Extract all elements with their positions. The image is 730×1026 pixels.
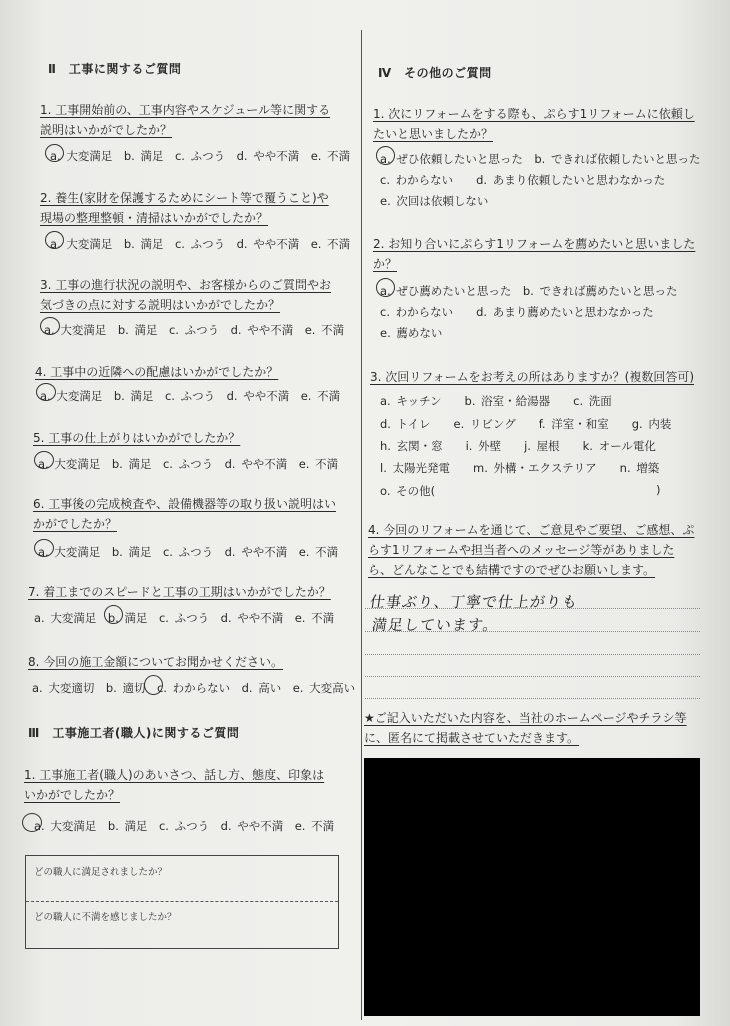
s2-q6-options: a. 大変満足 b. 満足 c. ふつう d. やや不満 e. 不満 <box>38 545 339 559</box>
s4-q1-option-line-2: c. わからない d. あまり依頼したいと思わなかった <box>380 173 666 187</box>
selected-answer-circle <box>22 813 42 832</box>
s2-q1-options: a. 大変満足 b. 満足 c. ふつう d. やや不満 e. 不満 <box>50 149 351 163</box>
selected-answer-circle <box>45 231 64 249</box>
craftsman-comment-box <box>25 855 339 949</box>
section-4-title: Ⅳ その他のご質問 <box>378 66 492 80</box>
box-dashed-divider <box>26 901 338 902</box>
s4-q1-option-line-1: a. ぜひ依頼したいと思った b. できれば依頼したいと思った <box>380 152 701 166</box>
selected-answer-circle <box>376 146 395 165</box>
s4-q3-options-row-2: d. トイレ e. リビング f. 洋室・和室 g. 内装 <box>380 417 672 431</box>
s4-question-3: 3. 次回リフォームをお考えの所はありますか？(複数回答可) <box>370 370 695 384</box>
answer-rule-line <box>365 631 700 632</box>
selected-answer-circle <box>104 605 123 624</box>
box-satisfied-label: どの職人に満足されましたか？ <box>34 867 168 878</box>
answer-rule-line <box>365 676 700 677</box>
s2-question-1: 1. 工事開始前の、工事内容やスケジュール等に関する説明はいかがでしたか？ <box>40 103 331 137</box>
s3-q1-options: a. 大変満足 b. 満足 c. ふつう d. やや不満 e. 不満 <box>34 819 335 833</box>
selected-answer-circle <box>34 451 54 469</box>
selected-answer-circle <box>144 675 163 695</box>
s2-question-8: 8. 今回の施工金額についてお聞かせください。 <box>28 655 284 669</box>
s4-q3-options-row-3: h. 玄関・窓 i. 外壁 j. 屋根 k. オール電化 <box>380 439 656 453</box>
handwritten-comment-line-2: 満足しています。 <box>370 616 501 634</box>
s2-question-4: 4. 工事中の近隣への配慮はいかがでしたか？ <box>35 365 279 379</box>
selected-answer-circle <box>45 144 64 162</box>
s2-q3-options: a. 大変満足 b. 満足 c. ふつう d. やや不満 e. 不満 <box>44 323 345 337</box>
s2-q8-options: a. 大変適切 b. 適切 c. わからない d. 高い e. 大変高い <box>32 681 356 695</box>
s2-question-7: 7. 着工までのスピードと工事の工期はいかがでしたか？ <box>28 585 331 599</box>
s4-q3-options-row-1: a. キッチン b. 浴室・給湯器 c. 洗面 <box>380 394 612 408</box>
column-divider <box>361 30 362 1020</box>
s4-q3-other-close: ) <box>656 483 661 497</box>
s2-q5-options: a. 大変満足 b. 満足 c. ふつう d. やや不満 e. 不満 <box>38 457 339 471</box>
s2-question-5: 5. 工事の仕上がりはいかがでしたか？ <box>33 431 241 445</box>
s2-question-3: 3. 工事の進行状況の説明や、お客様からのご質問やお気づきの点に対する説明はいかがでしたか？ <box>40 278 332 312</box>
s2-q2-options: a. 大変満足 b. 満足 c. ふつう d. やや不満 e. 不満 <box>50 237 351 251</box>
section-2-title: Ⅱ 工事に関するご質問 <box>48 62 182 76</box>
s2-question-2: 2. 養生(家財を保護するためにシート等で覆うこと)や現場の整理整頓・清掃はいかがでしたか？ <box>40 191 329 225</box>
s2-q4-options: a. 大変満足 b. 満足 c. ふつう d. やや不満 e. 不満 <box>40 389 341 403</box>
s4-q3-other-open: o. その他( <box>380 484 436 498</box>
s4-q1-option-line-3: e. 次回は依頼しない <box>380 194 489 208</box>
s4-q2-option-line-1: a. ぜひ薦めたいと思った b. できれば薦めたいと思った <box>380 284 678 298</box>
box-dissatisfied-label: どの職人に不満を感じましたか？ <box>34 912 177 923</box>
s4-q2-option-line-2: c. わからない d. あまり薦めたいと思わなかった <box>380 305 654 319</box>
s3-question-1: 1. 工事施工者(職人)のあいさつ、話し方、態度、印象はいかがでしたか？ <box>24 768 325 802</box>
selected-answer-circle <box>40 317 60 335</box>
answer-rule-line <box>365 608 700 609</box>
answer-rule-line <box>365 698 700 699</box>
s4-question-2: 2. お知り合いにぷらす1リフォームを薦めたいと思いましたか？ <box>373 237 696 271</box>
selected-answer-circle <box>36 383 56 401</box>
handwritten-comment-line-1: 仕事ぶり、丁寧で仕上がりも <box>368 593 580 611</box>
selected-answer-circle <box>34 539 54 557</box>
answer-rule-line <box>365 654 700 655</box>
s2-q7-options: a. 大変満足 b. 満足 c. ふつう d. やや不満 e. 不満 <box>34 611 335 625</box>
s4-question-1: 1. 次にリフォームをする際も、ぷらす1リフォームに依頼したいと思いましたか？ <box>373 107 695 141</box>
s4-question-4: 4. 今回のリフォームを通じて、ご意見やご要望、ご感想、ぷらす1リフォームや担当者へのメッセージ等がありましたら、どんなことでも結構ですのでぜひお願いします。 <box>368 523 695 577</box>
section-3-title: Ⅲ 工事施工者(職人)に関するご質問 <box>28 726 240 740</box>
selected-answer-circle <box>376 278 395 297</box>
publication-notice: ★ご記入いただいた内容を、当社のホームページやチラシ等に、匿名にて掲載させていただきます。 <box>364 711 687 745</box>
s4-q2-option-line-3: e. 薦めない <box>380 326 443 340</box>
s4-q3-options-row-4: l. 太陽光発電 m. 外構・エクステリア n. 増築 <box>380 461 660 475</box>
redacted-block <box>364 758 700 1016</box>
s2-question-6: 6. 工事後の完成検査や、設備機器等の取り扱い説明はいかがでしたか？ <box>33 497 337 531</box>
